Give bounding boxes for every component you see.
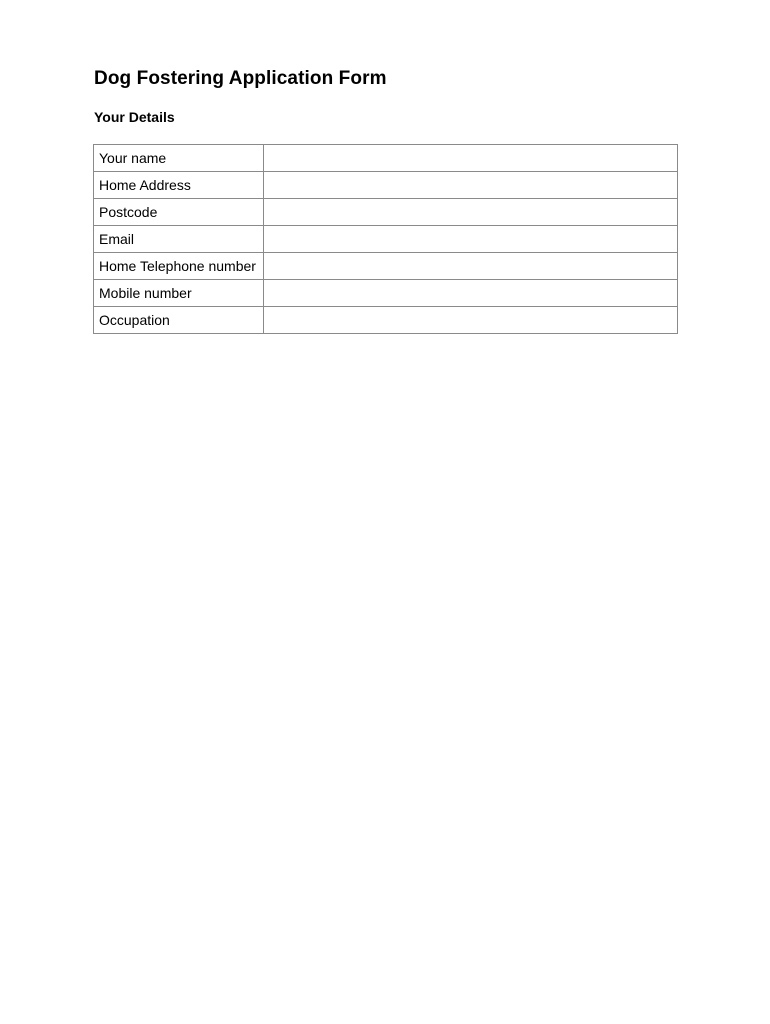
table-row [94, 307, 678, 334]
home-telephone-field[interactable] [264, 253, 678, 280]
table-row [94, 145, 678, 172]
row-label-occupation: Occupation [94, 307, 264, 334]
row-label-home-address: Home Address [94, 172, 264, 199]
row-label-home-telephone: Home Telephone number [94, 253, 264, 280]
table-row [94, 172, 678, 199]
table-row [94, 199, 678, 226]
your-details-table [93, 144, 678, 334]
occupation-field[interactable] [264, 307, 678, 334]
table-row [94, 280, 678, 307]
postcode-field[interactable] [264, 199, 678, 226]
section-heading-your-details: Your Details [94, 109, 175, 125]
row-label-your-name: Your name [94, 145, 264, 172]
your-name-field[interactable] [264, 145, 678, 172]
row-label-mobile-number: Mobile number [94, 280, 264, 307]
table-row [94, 253, 678, 280]
row-label-postcode: Postcode [94, 199, 264, 226]
page-title: Dog Fostering Application Form [94, 68, 387, 89]
home-address-field[interactable] [264, 172, 678, 199]
table-row [94, 226, 678, 253]
email-field[interactable] [264, 226, 678, 253]
mobile-number-field[interactable] [264, 280, 678, 307]
row-label-email: Email [94, 226, 264, 253]
